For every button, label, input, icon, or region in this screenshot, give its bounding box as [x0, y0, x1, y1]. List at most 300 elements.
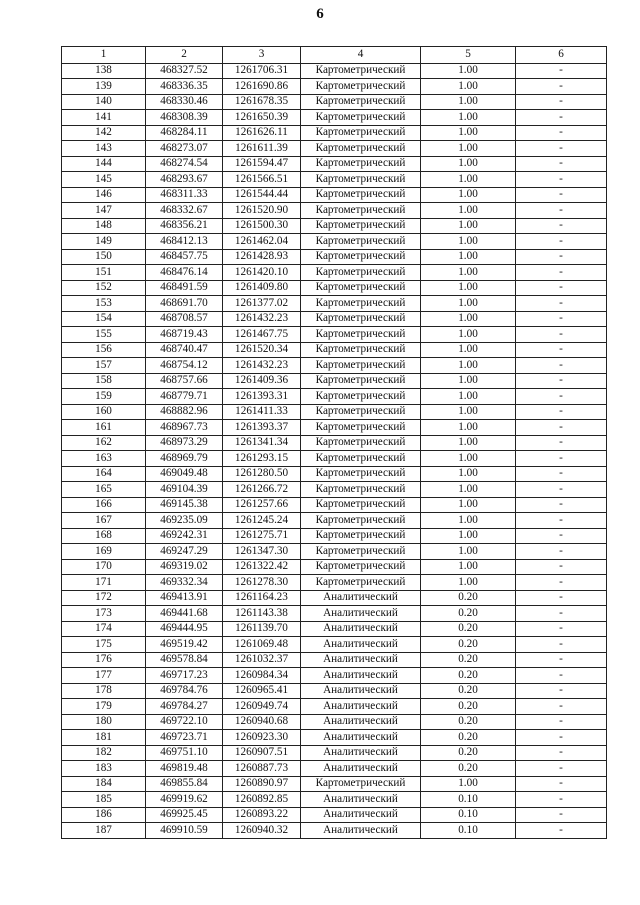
table-cell: 469145.38	[146, 497, 223, 513]
table-cell: 176	[62, 652, 146, 668]
table-row	[62, 606, 607, 622]
table-cell: -	[516, 652, 607, 668]
table-cell: 469578.84	[146, 652, 223, 668]
table-cell: Аналитический	[301, 668, 421, 684]
table-cell: 469444.95	[146, 621, 223, 637]
table-cell: 1261690.86	[223, 79, 301, 95]
table-cell: Картометрический	[301, 172, 421, 188]
table-cell: 181	[62, 730, 146, 746]
table-cell: Картометрический	[301, 420, 421, 436]
table-cell: 141	[62, 110, 146, 126]
table-cell: 172	[62, 590, 146, 606]
table-cell: 1261143.38	[223, 606, 301, 622]
table-cell: 1261409.80	[223, 280, 301, 296]
table-cell: 159	[62, 389, 146, 405]
table-row	[62, 482, 607, 498]
column-header: 3	[223, 47, 301, 64]
table-cell: -	[516, 342, 607, 358]
table-row	[62, 296, 607, 312]
table-cell: 469784.76	[146, 683, 223, 699]
table-cell: 1.00	[421, 203, 516, 219]
table-cell: 469319.02	[146, 559, 223, 575]
table-cell: 0.10	[421, 807, 516, 823]
table-cell: Картометрический	[301, 94, 421, 110]
table-cell: -	[516, 823, 607, 839]
table-cell: 166	[62, 497, 146, 513]
table-row	[62, 358, 607, 374]
table-cell: 1261347.30	[223, 544, 301, 560]
table-cell: 155	[62, 327, 146, 343]
table-cell: 1260890.97	[223, 776, 301, 792]
table-cell: Картометрический	[301, 544, 421, 560]
table-cell: 468491.59	[146, 280, 223, 296]
table-cell: 1.00	[421, 559, 516, 575]
table-cell: 1261432.23	[223, 311, 301, 327]
table-cell: 171	[62, 575, 146, 591]
table-cell: 468308.39	[146, 110, 223, 126]
table-cell: 1.00	[421, 249, 516, 265]
table-cell: 1261278.30	[223, 575, 301, 591]
table-cell: 173	[62, 606, 146, 622]
table-cell: -	[516, 249, 607, 265]
table-cell: 468336.35	[146, 79, 223, 95]
table-row	[62, 575, 607, 591]
table-cell: Аналитический	[301, 714, 421, 730]
table-row	[62, 110, 607, 126]
table-cell: Картометрический	[301, 358, 421, 374]
table-cell: Аналитический	[301, 590, 421, 606]
table-cell: 469519.42	[146, 637, 223, 653]
table-cell: 167	[62, 513, 146, 529]
table-cell: Картометрический	[301, 482, 421, 498]
table-row	[62, 79, 607, 95]
table-cell: 1261626.11	[223, 125, 301, 141]
table-cell: -	[516, 714, 607, 730]
table-cell: Картометрический	[301, 451, 421, 467]
table-cell: -	[516, 358, 607, 374]
table-cell: 1.00	[421, 575, 516, 591]
table-cell: -	[516, 528, 607, 544]
table-cell: 469104.39	[146, 482, 223, 498]
table-cell: 0.20	[421, 652, 516, 668]
table-cell: Картометрический	[301, 296, 421, 312]
table-cell: -	[516, 544, 607, 560]
table-cell: 157	[62, 358, 146, 374]
table-cell: -	[516, 389, 607, 405]
table-cell: 187	[62, 823, 146, 839]
table-cell: -	[516, 296, 607, 312]
table-cell: 1.00	[421, 79, 516, 95]
table-cell: -	[516, 807, 607, 823]
table-cell: Картометрический	[301, 249, 421, 265]
table-cell: 161	[62, 420, 146, 436]
table-row	[62, 730, 607, 746]
table-cell: 1260887.73	[223, 761, 301, 777]
table-cell: -	[516, 280, 607, 296]
table-row	[62, 389, 607, 405]
table-cell: -	[516, 327, 607, 343]
table-cell: 170	[62, 559, 146, 575]
table-cell: 1261139.70	[223, 621, 301, 637]
table-cell: 469332.34	[146, 575, 223, 591]
table-cell: Аналитический	[301, 792, 421, 808]
table-cell: Картометрический	[301, 280, 421, 296]
table-cell: -	[516, 311, 607, 327]
table-cell: -	[516, 63, 607, 79]
table-cell: 1261594.47	[223, 156, 301, 172]
table-row	[62, 203, 607, 219]
table-cell: 1261322.42	[223, 559, 301, 575]
table-cell: 1261032.37	[223, 652, 301, 668]
table-row	[62, 513, 607, 529]
page-number: 6	[316, 6, 324, 22]
table-cell: 468779.71	[146, 389, 223, 405]
table-cell: 1261164.23	[223, 590, 301, 606]
table-cell: 1261650.39	[223, 110, 301, 126]
table-cell: 1.00	[421, 327, 516, 343]
table-row	[62, 668, 607, 684]
table-cell: 153	[62, 296, 146, 312]
table-cell: 1261393.37	[223, 420, 301, 436]
table-cell: 1260965.41	[223, 683, 301, 699]
table-cell: 1261678.35	[223, 94, 301, 110]
table-cell: -	[516, 730, 607, 746]
table-cell: 0.20	[421, 761, 516, 777]
table-cell: 144	[62, 156, 146, 172]
table-cell: Аналитический	[301, 699, 421, 715]
table-cell: 1261341.34	[223, 435, 301, 451]
table-cell: 143	[62, 141, 146, 157]
table-cell: -	[516, 497, 607, 513]
table-cell: 139	[62, 79, 146, 95]
table-cell: 1.00	[421, 94, 516, 110]
table-cell: 468757.66	[146, 373, 223, 389]
table-row	[62, 823, 607, 839]
table-cell: 1.00	[421, 420, 516, 436]
table-cell: 468457.75	[146, 249, 223, 265]
table-cell: 1261706.31	[223, 63, 301, 79]
table-cell: 1.00	[421, 280, 516, 296]
table-cell: -	[516, 559, 607, 575]
table-cell: 1.00	[421, 451, 516, 467]
table-cell: -	[516, 776, 607, 792]
table-cell: 149	[62, 234, 146, 250]
table-row	[62, 466, 607, 482]
table-cell: Картометрический	[301, 513, 421, 529]
table-cell: 468327.52	[146, 63, 223, 79]
table-cell: Аналитический	[301, 730, 421, 746]
table-cell: 163	[62, 451, 146, 467]
table-cell: 468882.96	[146, 404, 223, 420]
table-cell: 1.00	[421, 187, 516, 203]
table-cell: Картометрический	[301, 776, 421, 792]
table-row	[62, 311, 607, 327]
table-cell: 469910.59	[146, 823, 223, 839]
table-cell: 1261280.50	[223, 466, 301, 482]
table-cell: -	[516, 590, 607, 606]
table-row	[62, 280, 607, 296]
table-cell: 1261544.44	[223, 187, 301, 203]
table-cell: 469855.84	[146, 776, 223, 792]
table-cell: 0.20	[421, 745, 516, 761]
table-cell: -	[516, 404, 607, 420]
table-cell: -	[516, 420, 607, 436]
table-cell: -	[516, 141, 607, 157]
table-cell: 468740.47	[146, 342, 223, 358]
table-cell: 1.00	[421, 466, 516, 482]
table-row	[62, 156, 607, 172]
table-cell: 1.00	[421, 482, 516, 498]
table-cell: 1.00	[421, 265, 516, 281]
table-cell: Картометрический	[301, 389, 421, 405]
table-cell: 1.00	[421, 528, 516, 544]
table-row	[62, 590, 607, 606]
table-cell: Картометрический	[301, 311, 421, 327]
table-cell: 1261467.75	[223, 327, 301, 343]
table-cell: Картометрический	[301, 141, 421, 157]
table-cell: 468356.21	[146, 218, 223, 234]
table-row	[62, 807, 607, 823]
table-cell: Картометрический	[301, 63, 421, 79]
table-row	[62, 683, 607, 699]
table-cell: 1.00	[421, 373, 516, 389]
table-cell: 469819.48	[146, 761, 223, 777]
table-cell: 1261428.93	[223, 249, 301, 265]
column-header: 6	[516, 47, 607, 64]
table-cell: 1.00	[421, 342, 516, 358]
table-cell: Картометрический	[301, 342, 421, 358]
table-cell: 468284.11	[146, 125, 223, 141]
table-cell: 150	[62, 249, 146, 265]
table-cell: -	[516, 373, 607, 389]
table-row	[62, 528, 607, 544]
table-cell: -	[516, 110, 607, 126]
table-cell: Аналитический	[301, 637, 421, 653]
table-cell: 180	[62, 714, 146, 730]
table-cell: -	[516, 125, 607, 141]
table-row	[62, 172, 607, 188]
table-cell: 1261393.31	[223, 389, 301, 405]
table-row	[62, 451, 607, 467]
table-cell: 178	[62, 683, 146, 699]
table-row	[62, 559, 607, 575]
table-row	[62, 373, 607, 389]
table-cell: -	[516, 482, 607, 498]
table-cell: 469235.09	[146, 513, 223, 529]
table-cell: 469413.91	[146, 590, 223, 606]
table-cell: Картометрический	[301, 265, 421, 281]
table-cell: 1.00	[421, 544, 516, 560]
table-header-row	[62, 47, 607, 64]
table-cell: 0.20	[421, 699, 516, 715]
table-cell: 184	[62, 776, 146, 792]
table-cell: Картометрический	[301, 79, 421, 95]
table-cell: 468969.79	[146, 451, 223, 467]
table-cell: Картометрический	[301, 466, 421, 482]
table-cell: Аналитический	[301, 621, 421, 637]
table-cell: 1261520.90	[223, 203, 301, 219]
table-cell: 1261611.39	[223, 141, 301, 157]
column-header: 4	[301, 47, 421, 64]
table-cell: 1261566.51	[223, 172, 301, 188]
table-cell: 1.00	[421, 358, 516, 374]
table-cell: 1.00	[421, 125, 516, 141]
table-cell: Аналитический	[301, 745, 421, 761]
table-cell: 183	[62, 761, 146, 777]
table-cell: 1.00	[421, 218, 516, 234]
table-cell: 1.00	[421, 172, 516, 188]
table-cell: 1261432.23	[223, 358, 301, 374]
table-cell: 165	[62, 482, 146, 498]
table-cell: -	[516, 435, 607, 451]
table-cell: Картометрический	[301, 373, 421, 389]
table-cell: 468412.13	[146, 234, 223, 250]
table-cell: 164	[62, 466, 146, 482]
table-cell: 0.20	[421, 621, 516, 637]
coordinates-table	[61, 46, 607, 839]
table-cell: 469784.27	[146, 699, 223, 715]
table-cell: 1.00	[421, 141, 516, 157]
table-cell: Картометрический	[301, 218, 421, 234]
table-row	[62, 342, 607, 358]
table-cell: 175	[62, 637, 146, 653]
table-cell: 1.00	[421, 497, 516, 513]
table-cell: 1260940.68	[223, 714, 301, 730]
table-cell: 1261500.30	[223, 218, 301, 234]
table-cell: Аналитический	[301, 652, 421, 668]
table-row	[62, 637, 607, 653]
table-cell: Картометрический	[301, 559, 421, 575]
table-cell: 1.00	[421, 296, 516, 312]
table-cell: 1260907.51	[223, 745, 301, 761]
table-cell: -	[516, 265, 607, 281]
table-row	[62, 249, 607, 265]
column-header: 1	[62, 47, 146, 64]
table-cell: -	[516, 79, 607, 95]
table-cell: 469247.29	[146, 544, 223, 560]
table-cell: 0.20	[421, 590, 516, 606]
table-row	[62, 761, 607, 777]
table-cell: 469722.10	[146, 714, 223, 730]
table-cell: Аналитический	[301, 761, 421, 777]
table-cell: 1.00	[421, 404, 516, 420]
table-cell: 468293.67	[146, 172, 223, 188]
table-cell: -	[516, 513, 607, 529]
table-cell: 0.10	[421, 823, 516, 839]
table-cell: -	[516, 745, 607, 761]
column-header: 2	[146, 47, 223, 64]
table-cell: -	[516, 761, 607, 777]
table-cell: -	[516, 683, 607, 699]
table-cell: 469925.45	[146, 807, 223, 823]
table-cell: 186	[62, 807, 146, 823]
table-cell: 1261257.66	[223, 497, 301, 513]
table-cell: 1261409.36	[223, 373, 301, 389]
table-cell: Картометрический	[301, 497, 421, 513]
table-cell: 1.00	[421, 513, 516, 529]
table-row	[62, 699, 607, 715]
table-cell: 182	[62, 745, 146, 761]
table-cell: 169	[62, 544, 146, 560]
table-cell: Картометрический	[301, 110, 421, 126]
table-cell: -	[516, 94, 607, 110]
table-row	[62, 218, 607, 234]
table-cell: 179	[62, 699, 146, 715]
table-cell: 468708.57	[146, 311, 223, 327]
table-row	[62, 141, 607, 157]
table-cell: -	[516, 203, 607, 219]
table-cell: 0.20	[421, 730, 516, 746]
table-row	[62, 265, 607, 281]
table-cell: 147	[62, 203, 146, 219]
table-cell: 1.00	[421, 110, 516, 126]
table-cell: -	[516, 172, 607, 188]
table-row	[62, 187, 607, 203]
table-cell: 140	[62, 94, 146, 110]
table-cell: -	[516, 156, 607, 172]
table-row	[62, 497, 607, 513]
table-cell: 469049.48	[146, 466, 223, 482]
table-cell: 174	[62, 621, 146, 637]
table-cell: 148	[62, 218, 146, 234]
table-cell: Картометрический	[301, 187, 421, 203]
table-cell: 469723.71	[146, 730, 223, 746]
table-cell: Картометрический	[301, 528, 421, 544]
table-cell: 151	[62, 265, 146, 281]
table-cell: 469242.31	[146, 528, 223, 544]
table-cell: 1261520.34	[223, 342, 301, 358]
table-cell: 162	[62, 435, 146, 451]
table-cell: Картометрический	[301, 156, 421, 172]
table-cell: 468311.33	[146, 187, 223, 203]
table-cell: 0.20	[421, 606, 516, 622]
table-cell: 0.10	[421, 792, 516, 808]
table-cell: Картометрический	[301, 125, 421, 141]
table-cell: 468719.43	[146, 327, 223, 343]
table-cell: 469751.10	[146, 745, 223, 761]
table-cell: -	[516, 187, 607, 203]
table-cell: 468754.12	[146, 358, 223, 374]
table-cell: 168	[62, 528, 146, 544]
table-cell: -	[516, 466, 607, 482]
table-cell: 1.00	[421, 234, 516, 250]
table-row	[62, 745, 607, 761]
table-cell: -	[516, 668, 607, 684]
table-cell: 1261293.15	[223, 451, 301, 467]
table-cell: 0.20	[421, 637, 516, 653]
table-cell: 1261266.72	[223, 482, 301, 498]
table-cell: 1.00	[421, 435, 516, 451]
table-row	[62, 652, 607, 668]
table-cell: 142	[62, 125, 146, 141]
table-row	[62, 94, 607, 110]
table-cell: 0.20	[421, 714, 516, 730]
table-row	[62, 327, 607, 343]
table-cell: 1260940.32	[223, 823, 301, 839]
table-cell: 1260892.85	[223, 792, 301, 808]
table-cell: 185	[62, 792, 146, 808]
table-cell: -	[516, 218, 607, 234]
table-row	[62, 125, 607, 141]
table-cell: Аналитический	[301, 606, 421, 622]
table-row	[62, 776, 607, 792]
table-cell: 468691.70	[146, 296, 223, 312]
table-cell: 154	[62, 311, 146, 327]
table-cell: 468273.07	[146, 141, 223, 157]
table-cell: Картометрический	[301, 327, 421, 343]
table-cell: 1.00	[421, 156, 516, 172]
table-cell: Аналитический	[301, 823, 421, 839]
